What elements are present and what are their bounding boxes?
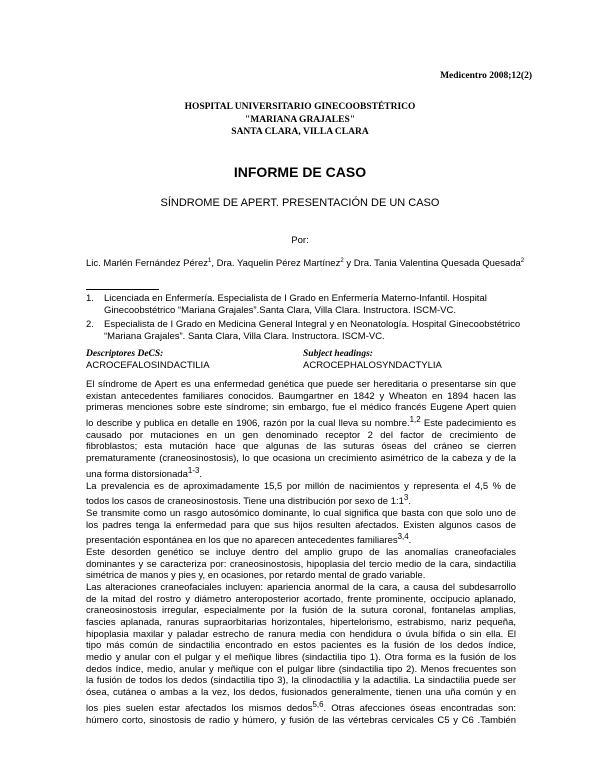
line-text: una forma distorsionada: [86, 468, 188, 480]
line-text: causado por mutaciones en un gen denominado receptor 2 del factor de crecimiento de: [86, 429, 516, 441]
body-line: [86, 664, 516, 676]
author-name: y Dra. Tania Valentina Quesada Quesada: [343, 258, 521, 270]
affiliation-marker: 2: [340, 258, 344, 264]
line-text: Las alteraciones craneofaciales incluyen: apariencia anormal de la cara, a causa del subdesarrollo: [86, 582, 516, 594]
body-line: [86, 605, 516, 617]
body-line: [86, 570, 516, 582]
line-text: simétrica de manos y pies y, en ocasiones, por retardo mental de grado variable.: [86, 570, 426, 582]
body-line: [86, 520, 516, 532]
line-text: presentación espontánea en los que no aparecen antecedentes familiares: [86, 535, 398, 547]
line-text: los pies suelen estar afectados los mismos dedos: [86, 702, 313, 714]
body-line: [86, 508, 516, 520]
line-text: de la mitad del rostro y diámetro anteroposterior acortado, frente prominente, occipucio aplanado,: [86, 593, 516, 605]
body-line: [86, 402, 516, 414]
line-text: .: [408, 496, 411, 508]
citation-marker: 1,2: [409, 414, 421, 424]
citation-marker: 3: [403, 493, 409, 503]
author-name: Lic. Marlén Fernández Pérez: [86, 258, 208, 270]
line-text: Este desorden genético se incluye dentro del amplio grupo de las anomalías craneofaciales: [86, 547, 516, 559]
article-title: SÍNDROME DE APERT. PRESENTACIÓN DE UN CASO: [160, 197, 440, 209]
body-line: [86, 699, 516, 715]
body-line: [86, 559, 516, 571]
keywords-heading: Descriptores DeCS:: [86, 349, 164, 359]
keywords-heading: Subject headings:: [303, 349, 373, 359]
line-text: .: [408, 535, 412, 547]
line-text: El síndrome de Apert es una enfermedad genética que puede ser hereditaria o presentarse sin que: [86, 379, 516, 390]
line-text: hipoplasia maxilar y paladar estrecho de ranura media con hendidura o úvula bífida o sin ella. El: [86, 628, 516, 640]
keywords-decs: [86, 349, 210, 371]
institution-line: HOSPITAL UNIVERSITARIO GINECOOBSTÉTRICO: [184, 102, 416, 112]
line-text: Se transmite como un rasgo autosómico dominante, lo cual significa que basta con que solo uno de: [86, 508, 516, 520]
line-text: los padres tenga la enfermedad para que sus hijos resulten afectados. Existen algunos casos de: [86, 519, 516, 531]
line-text: lo describe y publica en detalle en 1906, razón por la cual lleva su nombre.: [86, 418, 410, 430]
affiliation-notes: [86, 293, 526, 345]
journal-citation: Medicentro 2008;12(2): [440, 71, 532, 81]
body-text: [86, 379, 516, 726]
institution-header: [0, 101, 600, 139]
line-text: ósea, cutánea o ambas a la vez, los dedos, fusionados generalmente, tienen una uña común y en: [86, 687, 516, 699]
body-line: [86, 465, 516, 481]
citation-marker: 3,4: [397, 532, 409, 542]
line-text: dedos índice, medio, anular y meñique con el pulgar libre (sindactilia tipo 2). Menos frecuentes son: [86, 663, 516, 675]
citation-marker: 5,6: [312, 699, 324, 709]
institution-line: "MARIANA GRAJALES": [244, 114, 356, 125]
author-list: [86, 255, 526, 270]
line-text: primeras menciones sobre este síndrome; sin embargo, fue el médico francés Eugene Apert quien: [86, 402, 516, 414]
body-line: [86, 391, 516, 403]
line-text: dominantes y se caracteriza por: craneosinostosis, hipoplasia del tercio medio de la cara, sindactilia: [86, 558, 516, 570]
affiliation-marker: 1: [207, 258, 212, 264]
affiliation-note: [86, 319, 526, 342]
line-text: fascies aplanada, ranuras supraorbitarias horizontales, hipertelorismo, estrabismo, nariz pequeña,: [86, 617, 516, 629]
line-text: medio y anular con el pulgar y el meñique libres (sindactilia tipo 1). Otra forma es la fusión de los: [86, 652, 516, 664]
line-text: prematuramente (craneosinostosis), lo que ocasiona un crecimiento asimétrico de la cabeza y de la: [86, 453, 516, 465]
body-line: [86, 531, 516, 547]
body-line: [86, 414, 516, 430]
note-number: 1.: [86, 293, 94, 304]
by-label: Por:: [291, 235, 309, 246]
body-line: [86, 617, 516, 629]
note-number: 2.: [86, 319, 94, 330]
affiliation-note: [86, 293, 526, 316]
body-line: [86, 453, 516, 465]
line-text: todos los casos de craneosinostosis. Tiene una distribución por sexo de 1:1: [86, 496, 404, 508]
keywords-subject-headings: [303, 349, 442, 371]
author-name: , Dra. Yaquelin Pérez Martínez: [211, 258, 341, 270]
line-text: húmero corto, sinostosis de radio y húmero, y fusión de las vértebras cervicales C5 y C6 .También: [86, 714, 516, 726]
body-line: [86, 629, 516, 641]
body-line: [86, 492, 516, 508]
line-text: la fusión de todos los dedos (sindactilia tipo 3), la clinodactilia y la adactilia. La sindactilia puede ser: [86, 675, 516, 687]
body-line: [86, 594, 516, 606]
line-text: . Otras afecciones óseas encontradas son:: [323, 702, 516, 714]
body-line: [86, 547, 516, 559]
note-text: Licenciada en Enfermería. Especialista de I Grado en Enfermería Materno-Infantil. Hospital Ginecoobstétrico “Mariana Grajales”.Santa Clara, Villa Clara. Instructora. ISCM-VC.: [104, 293, 487, 316]
body-line: [86, 687, 516, 699]
body-line: [86, 379, 516, 391]
citation-marker: 1-3: [187, 465, 200, 475]
body-line: [86, 481, 516, 493]
body-line: [86, 652, 516, 664]
body-line: [86, 675, 516, 687]
line-text: Este padecimiento es: [420, 418, 516, 430]
footnote-divider: [86, 289, 159, 290]
body-line: [86, 715, 516, 727]
body-line: [86, 441, 516, 453]
line-text: fibroblastos; esta mutación hace que algunas de las suturas óseas del cráneo se cierren: [86, 441, 516, 453]
body-line: [86, 430, 516, 442]
affiliation-marker: 2: [520, 258, 525, 264]
line-text: .: [199, 468, 202, 480]
line-text: craneosinostosis irregular, especialmente por la fusión de la sutura coronal, fontanelas amplias,: [86, 605, 516, 617]
institution-line: SANTA CLARA, VILLA CLARA: [231, 127, 369, 137]
note-text: Especialista de I Grado en Medicina General Integral y en Neonatología. Hospital Ginecoobstétrico “Mariana Grajales”. Santa Clara, Villa Clara. Instructora. ISCM-VC.: [104, 319, 521, 342]
keywords-value: ACROCEFALOSINDACTILIA: [86, 360, 210, 371]
line-text: La prevalencia es de aproximadamente 15,5 por millón de nacimientos y representa el 4,5 % de: [86, 480, 516, 492]
body-line: [86, 582, 516, 594]
line-text: tipo más común de sindactilia encontrado en estos pacientes es la fusión de los dedos índice,: [86, 640, 516, 652]
body-line: [86, 640, 516, 652]
report-type-title: INFORME DE CASO: [233, 164, 367, 180]
line-text: existan antecedentes familiares conocidos. Baumgartner en 1842 y Wheaton en 1894 hacen las: [86, 390, 516, 402]
keywords-value: ACROCEPHALOSYNDACTYLIA: [303, 360, 442, 371]
